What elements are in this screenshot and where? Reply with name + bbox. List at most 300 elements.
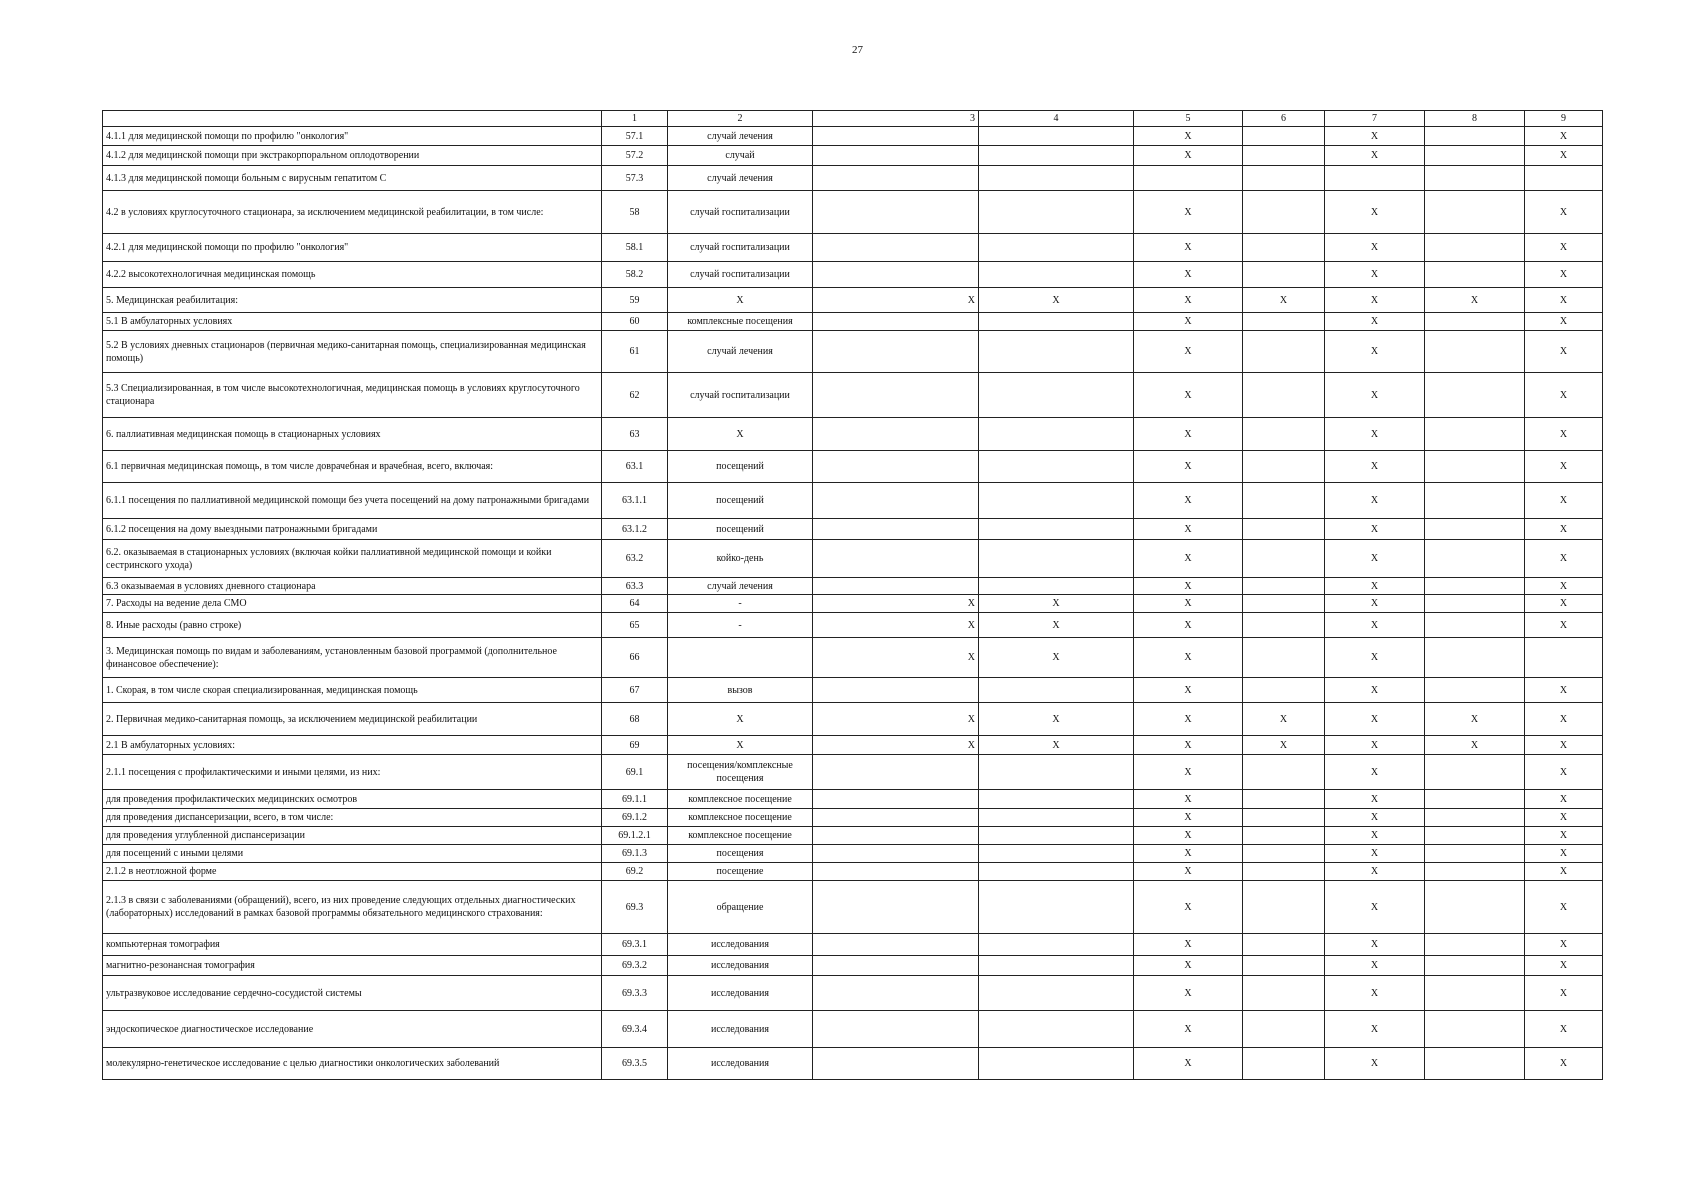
col-7-cell: X [1325,262,1425,288]
table-row [103,313,1603,331]
col-6-cell [1243,483,1325,519]
col-5-cell: X [1134,976,1243,1011]
row-code: 69.3.4 [602,1011,668,1048]
col-3-cell [813,934,979,956]
col-4-cell [979,451,1134,483]
col-5-cell: X [1134,331,1243,373]
row-unit: случай лечения [668,127,813,146]
row-name: 4.1.1 для медицинской помощи по профилю "онкология" [103,127,602,146]
col-3-cell [813,1011,979,1048]
header-cell: 3 [813,111,979,127]
row-unit: случай [668,146,813,166]
col-8-cell [1425,127,1525,146]
page-number: 27 [852,44,863,56]
row-unit: случай лечения [668,166,813,191]
header-cell: 2 [668,111,813,127]
table-row [103,127,1603,146]
col-5-cell: X [1134,288,1243,313]
col-5-cell: X [1134,809,1243,827]
col-6-cell [1243,146,1325,166]
col-5-cell: X [1134,191,1243,234]
table-row [103,595,1603,613]
row-unit: посещение [668,863,813,881]
col-4-cell [979,234,1134,262]
col-4-cell [979,1011,1134,1048]
col-5-cell: X [1134,638,1243,678]
col-4-cell [979,956,1134,976]
table-row [103,863,1603,881]
col-7-cell: X [1325,127,1425,146]
table-row [103,827,1603,845]
col-9-cell: X [1525,703,1603,736]
row-name: 2.1.1 посещения с профилактическими и иными целями, из них: [103,755,602,790]
row-name: эндоскопическое диагностическое исследование [103,1011,602,1048]
col-4-cell [979,191,1134,234]
row-unit: исследования [668,1048,813,1080]
col-3-cell [813,262,979,288]
table-row [103,519,1603,540]
row-code: 63.2 [602,540,668,578]
row-name: магнитно-резонансная томография [103,956,602,976]
row-unit: случай лечения [668,578,813,595]
col-8-cell [1425,934,1525,956]
header-cell: 4 [979,111,1134,127]
col-6-cell [1243,418,1325,451]
col-7-cell: X [1325,418,1425,451]
col-7-cell: X [1325,1048,1425,1080]
col-3-cell [813,451,979,483]
row-code: 69.1 [602,755,668,790]
col-4-cell [979,578,1134,595]
col-6-cell [1243,809,1325,827]
col-6-cell [1243,540,1325,578]
table-row [103,451,1603,483]
col-4-cell [979,519,1134,540]
col-6-cell [1243,331,1325,373]
row-unit: случай госпитализации [668,262,813,288]
col-3-cell [813,418,979,451]
row-code: 58.2 [602,262,668,288]
col-5-cell: X [1134,578,1243,595]
col-7-cell: X [1325,678,1425,703]
col-8-cell [1425,827,1525,845]
col-4-cell [979,863,1134,881]
col-9-cell: X [1525,331,1603,373]
row-name: компьютерная томография [103,934,602,956]
row-name: 4.2.1 для медицинской помощи по профилю "онкология" [103,234,602,262]
col-5-cell: X [1134,1011,1243,1048]
col-5-cell: X [1134,881,1243,934]
col-5-cell: X [1134,483,1243,519]
table-row [103,146,1603,166]
col-7-cell: X [1325,790,1425,809]
table-row [103,703,1603,736]
row-code: 60 [602,313,668,331]
row-name: 6.1.1 посещения по паллиативной медицинской помощи без учета посещений на дому патронажными бригадами [103,483,602,519]
col-5-cell: X [1134,127,1243,146]
col-8-cell [1425,262,1525,288]
table-row [103,755,1603,790]
row-code: 57.1 [602,127,668,146]
col-8-cell [1425,809,1525,827]
col-8-cell [1425,146,1525,166]
col-6-cell [1243,451,1325,483]
col-3-cell: X [813,638,979,678]
table-row [103,262,1603,288]
row-unit: комплексное посещение [668,827,813,845]
col-3-cell [813,827,979,845]
row-name: 5. Медицинская реабилитация: [103,288,602,313]
row-unit: посещения [668,845,813,863]
table-row [103,934,1603,956]
col-3-cell [813,678,979,703]
row-unit: обращение [668,881,813,934]
col-9-cell: X [1525,313,1603,331]
table-row [103,845,1603,863]
col-5-cell: X [1134,262,1243,288]
table-row [103,191,1603,234]
col-7-cell: X [1325,934,1425,956]
col-5-cell [1134,166,1243,191]
col-6-cell [1243,1011,1325,1048]
row-unit: вызов [668,678,813,703]
col-7-cell: X [1325,703,1425,736]
row-code: 63.3 [602,578,668,595]
row-name: 3. Медицинская помощь по видам и заболеваниям, установленным базовой программой (дополнительное финансовое обеспечение): [103,638,602,678]
table-row [103,483,1603,519]
col-6-cell [1243,956,1325,976]
row-name: 4.2 в условиях круглосуточного стационара, за исключением медицинской реабилитации, в том числе: [103,191,602,234]
col-8-cell [1425,1048,1525,1080]
col-9-cell [1525,638,1603,678]
col-6-cell: X [1243,736,1325,755]
col-4-cell [979,373,1134,418]
col-9-cell: X [1525,863,1603,881]
row-code: 66 [602,638,668,678]
col-3-cell: X [813,736,979,755]
header-cell: 7 [1325,111,1425,127]
col-7-cell: X [1325,613,1425,638]
col-3-cell [813,234,979,262]
row-name: 2. Первичная медико-санитарная помощь, за исключением медицинской реабилитации [103,703,602,736]
col-8-cell [1425,483,1525,519]
col-3-cell [813,146,979,166]
col-9-cell: X [1525,755,1603,790]
col-3-cell [813,331,979,373]
row-unit: посещения/комплексные посещения [668,755,813,790]
col-5-cell: X [1134,827,1243,845]
col-9-cell: X [1525,1011,1603,1048]
col-8-cell [1425,1011,1525,1048]
col-9-cell: X [1525,790,1603,809]
col-4-cell [979,1048,1134,1080]
row-name: 4.1.3 для медицинской помощи больным с вирусным гепатитом С [103,166,602,191]
col-9-cell: X [1525,146,1603,166]
col-5-cell: X [1134,703,1243,736]
col-5-cell: X [1134,1048,1243,1080]
col-6-cell [1243,678,1325,703]
col-6-cell [1243,790,1325,809]
col-7-cell: X [1325,373,1425,418]
col-5-cell: X [1134,845,1243,863]
col-6-cell [1243,755,1325,790]
col-8-cell [1425,678,1525,703]
col-3-cell [813,845,979,863]
col-9-cell: X [1525,540,1603,578]
col-6-cell [1243,613,1325,638]
col-9-cell: X [1525,934,1603,956]
col-6-cell [1243,1048,1325,1080]
col-9-cell: X [1525,976,1603,1011]
row-name: 4.2.2 высокотехнологичная медицинская помощь [103,262,602,288]
col-8-cell: X [1425,736,1525,755]
header-cell [103,111,602,127]
row-name: 2.1.2 в неотложной форме [103,863,602,881]
col-4-cell: X [979,703,1134,736]
col-7-cell: X [1325,827,1425,845]
col-8-cell [1425,638,1525,678]
col-5-cell: X [1134,863,1243,881]
row-unit: случай госпитализации [668,191,813,234]
col-7-cell [1325,166,1425,191]
table-row [103,956,1603,976]
col-8-cell [1425,331,1525,373]
col-5-cell: X [1134,234,1243,262]
row-name: 2.1.3 в связи с заболеваниями (обращений), всего, из них проведение следующих отдельных диагностических (лабораторных) исследований в рамках базовой программы обязательного медицинского страхования: [103,881,602,934]
col-8-cell [1425,451,1525,483]
col-8-cell [1425,540,1525,578]
col-6-cell [1243,827,1325,845]
col-3-cell [813,976,979,1011]
row-code: 69.3.5 [602,1048,668,1080]
col-9-cell [1525,166,1603,191]
col-9-cell: X [1525,519,1603,540]
table-row [103,613,1603,638]
col-9-cell: X [1525,827,1603,845]
row-code: 69.3 [602,881,668,934]
row-code: 69.1.1 [602,790,668,809]
col-7-cell: X [1325,519,1425,540]
row-code: 63.1.1 [602,483,668,519]
col-3-cell [813,790,979,809]
col-3-cell [813,519,979,540]
row-code: 69.1.2 [602,809,668,827]
col-9-cell: X [1525,595,1603,613]
col-7-cell: X [1325,845,1425,863]
row-code: 58.1 [602,234,668,262]
row-unit: случай госпитализации [668,373,813,418]
table-row [103,373,1603,418]
col-5-cell: X [1134,613,1243,638]
row-code: 69.1.2.1 [602,827,668,845]
row-code: 63.1 [602,451,668,483]
table-row [103,331,1603,373]
table-row [103,418,1603,451]
row-name: 5.3 Специализированная, в том числе высокотехнологичная, медицинская помощь в условиях круглосуточного стационара [103,373,602,418]
row-name: 6. паллиативная медицинская помощь в стационарных условиях [103,418,602,451]
col-7-cell: X [1325,976,1425,1011]
row-code: 57.3 [602,166,668,191]
row-unit: комплексные посещения [668,313,813,331]
table-row [103,1011,1603,1048]
col-6-cell [1243,881,1325,934]
col-7-cell: X [1325,483,1425,519]
col-8-cell [1425,313,1525,331]
row-code: 68 [602,703,668,736]
col-7-cell: X [1325,736,1425,755]
col-6-cell [1243,578,1325,595]
col-5-cell: X [1134,755,1243,790]
col-3-cell [813,191,979,234]
col-9-cell: X [1525,613,1603,638]
row-unit: исследования [668,976,813,1011]
col-3-cell [813,313,979,331]
table-row [103,578,1603,595]
col-9-cell: X [1525,373,1603,418]
row-unit: - [668,613,813,638]
col-6-cell [1243,373,1325,418]
row-name: 6.1.2 посещения на дому выездными патронажными бригадами [103,519,602,540]
col-4-cell [979,934,1134,956]
col-7-cell: X [1325,755,1425,790]
row-name: 1. Скорая, в том числе скорая специализированная, медицинская помощь [103,678,602,703]
col-4-cell [979,678,1134,703]
row-unit: исследования [668,934,813,956]
col-4-cell [979,755,1134,790]
col-3-cell [813,956,979,976]
col-4-cell [979,262,1134,288]
col-7-cell: X [1325,146,1425,166]
table-row [103,288,1603,313]
col-4-cell [979,483,1134,519]
header-cell: 1 [602,111,668,127]
col-9-cell: X [1525,809,1603,827]
col-5-cell: X [1134,373,1243,418]
col-3-cell [813,1048,979,1080]
row-code: 63 [602,418,668,451]
col-4-cell [979,809,1134,827]
col-4-cell: X [979,638,1134,678]
col-8-cell [1425,234,1525,262]
row-code: 57.2 [602,146,668,166]
col-4-cell [979,540,1134,578]
col-9-cell: X [1525,956,1603,976]
row-unit: X [668,418,813,451]
col-3-cell [813,540,979,578]
col-9-cell: X [1525,881,1603,934]
row-name: для проведения диспансеризации, всего, в том числе: [103,809,602,827]
row-code: 61 [602,331,668,373]
row-code: 63.1.2 [602,519,668,540]
col-9-cell: X [1525,418,1603,451]
col-7-cell: X [1325,595,1425,613]
col-6-cell [1243,166,1325,191]
col-7-cell: X [1325,578,1425,595]
col-6-cell [1243,262,1325,288]
col-4-cell [979,127,1134,146]
col-6-cell [1243,976,1325,1011]
col-8-cell [1425,613,1525,638]
col-7-cell: X [1325,191,1425,234]
col-8-cell [1425,845,1525,863]
col-9-cell: X [1525,262,1603,288]
data-table [102,110,1603,1080]
col-8-cell [1425,191,1525,234]
col-4-cell [979,146,1134,166]
col-3-cell [813,127,979,146]
col-4-cell: X [979,736,1134,755]
col-4-cell [979,827,1134,845]
row-name: 6.2. оказываемая в стационарных условиях (включая койки паллиативной медицинской помощи и койки сестринского ухода) [103,540,602,578]
row-name: 8. Иные расходы (равно строке) [103,613,602,638]
col-4-cell [979,845,1134,863]
row-unit: X [668,736,813,755]
header-cell: 9 [1525,111,1603,127]
col-8-cell [1425,166,1525,191]
col-5-cell: X [1134,451,1243,483]
col-9-cell: X [1525,234,1603,262]
header-cell: 8 [1425,111,1525,127]
row-name: для проведения профилактических медицинских осмотров [103,790,602,809]
col-5-cell: X [1134,790,1243,809]
row-code: 69.1.3 [602,845,668,863]
row-unit: посещений [668,483,813,519]
col-4-cell [979,418,1134,451]
col-5-cell: X [1134,678,1243,703]
row-code: 59 [602,288,668,313]
table-row [103,976,1603,1011]
row-unit: X [668,703,813,736]
col-6-cell [1243,595,1325,613]
row-code: 69 [602,736,668,755]
col-5-cell: X [1134,956,1243,976]
col-4-cell [979,313,1134,331]
col-5-cell: X [1134,736,1243,755]
row-unit: X [668,288,813,313]
col-8-cell [1425,595,1525,613]
col-8-cell [1425,578,1525,595]
row-name: 5.2 В условиях дневных стационаров (первичная медико-санитарная помощь, специализированная медицинская помощь) [103,331,602,373]
table-row [103,881,1603,934]
col-6-cell [1243,191,1325,234]
row-unit: комплексное посещение [668,809,813,827]
row-unit: исследования [668,956,813,976]
col-6-cell: X [1243,288,1325,313]
col-6-cell [1243,863,1325,881]
row-code: 58 [602,191,668,234]
col-8-cell [1425,881,1525,934]
col-7-cell: X [1325,288,1425,313]
col-5-cell: X [1134,934,1243,956]
row-name: для посещений с иными целями [103,845,602,863]
col-5-cell: X [1134,519,1243,540]
col-3-cell [813,755,979,790]
col-3-cell [813,373,979,418]
row-name: молекулярно-генетическое исследование с целью диагностики онкологических заболеваний [103,1048,602,1080]
col-7-cell: X [1325,313,1425,331]
col-3-cell [813,483,979,519]
col-7-cell: X [1325,540,1425,578]
col-5-cell: X [1134,146,1243,166]
col-3-cell [813,578,979,595]
row-unit: случай лечения [668,331,813,373]
row-name: 4.1.2 для медицинской помощи при экстракорпоральном оплодотворении [103,146,602,166]
header-cell: 5 [1134,111,1243,127]
table-row [103,638,1603,678]
col-5-cell: X [1134,418,1243,451]
row-unit: посещений [668,519,813,540]
col-7-cell: X [1325,956,1425,976]
